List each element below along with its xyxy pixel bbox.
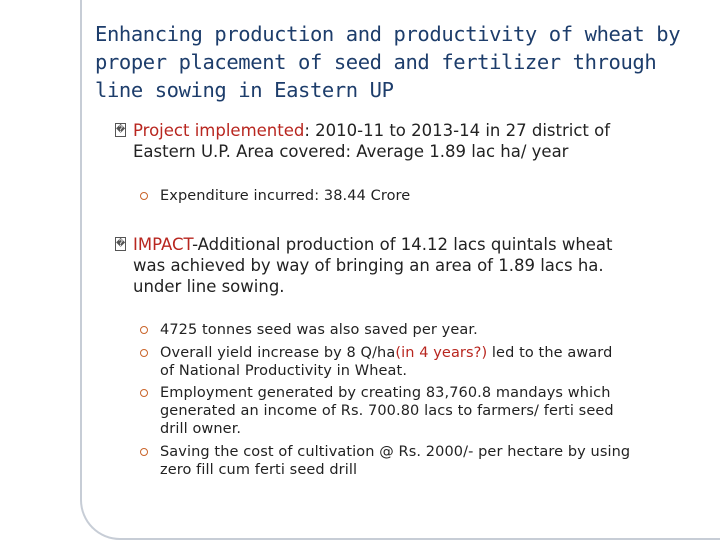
bullet-text: was achieved by way of bringing an area of 1.89 lacs ha. [133, 256, 604, 275]
sub-item-yield-increase [140, 344, 710, 380]
bullet-box-icon: � [116, 125, 126, 135]
sub-item-text: generated an income of Rs. 700.80 lacs to farmers/ ferti seed [160, 403, 614, 419]
circle-bullet-icon [140, 448, 148, 456]
sub-item-text: drill owner. [160, 421, 242, 437]
slide-title [95, 20, 710, 104]
bullet-highlight: IMPACT [133, 235, 193, 254]
sub-item-cost-saving [140, 443, 710, 479]
sub-item-text: led to the award [487, 345, 613, 361]
bullet-text: Eastern U.P. Area covered: Average 1.89 lac ha/ year [133, 142, 569, 161]
sub-item-text: Expenditure incurred: 38.44 Crore [160, 188, 411, 204]
sub-item-text: Overall yield increase by 8 Q/ha [160, 345, 396, 361]
sub-item-highlight: (in 4 years?) [395, 345, 488, 361]
circle-bullet-icon [140, 326, 148, 334]
circle-bullet-icon [140, 349, 148, 357]
bullet-text: -Additional production of 14.12 lacs quintals wheat [192, 235, 613, 254]
bullet-text: under line sowing. [133, 277, 285, 296]
title-line-1: Enhancing production and productivity of wheat by [95, 22, 681, 46]
sub-item-text: Saving the cost of cultivation @ Rs. 2000/- per hectare by using [160, 444, 631, 460]
sub-item-employment [140, 384, 710, 438]
circle-bullet-icon [140, 389, 148, 397]
title-line-3: line sowing in Eastern UP [95, 78, 394, 102]
circle-bullet-icon [140, 192, 148, 200]
sub-item-expenditure [140, 187, 710, 205]
sub-item-text: Employment generated by creating 83,760.8 mandays which [160, 385, 611, 401]
sub-item-seed-saved [140, 321, 710, 339]
title-line-2: proper placement of seed and fertilizer through [95, 50, 657, 74]
bullet-text: : 2010-11 to 2013-14 in 27 district of [304, 121, 611, 140]
bullet-highlight: Project implemented [133, 121, 305, 140]
sub-item-text: of National Productivity in Wheat. [160, 363, 408, 379]
bullet-project-implemented [115, 120, 710, 162]
sub-item-text: zero fill cum ferti seed drill [160, 462, 358, 478]
bullet-box-icon: � [116, 239, 126, 249]
sub-item-text: 4725 tonnes seed was also saved per year. [160, 322, 478, 338]
bullet-impact [115, 234, 710, 297]
